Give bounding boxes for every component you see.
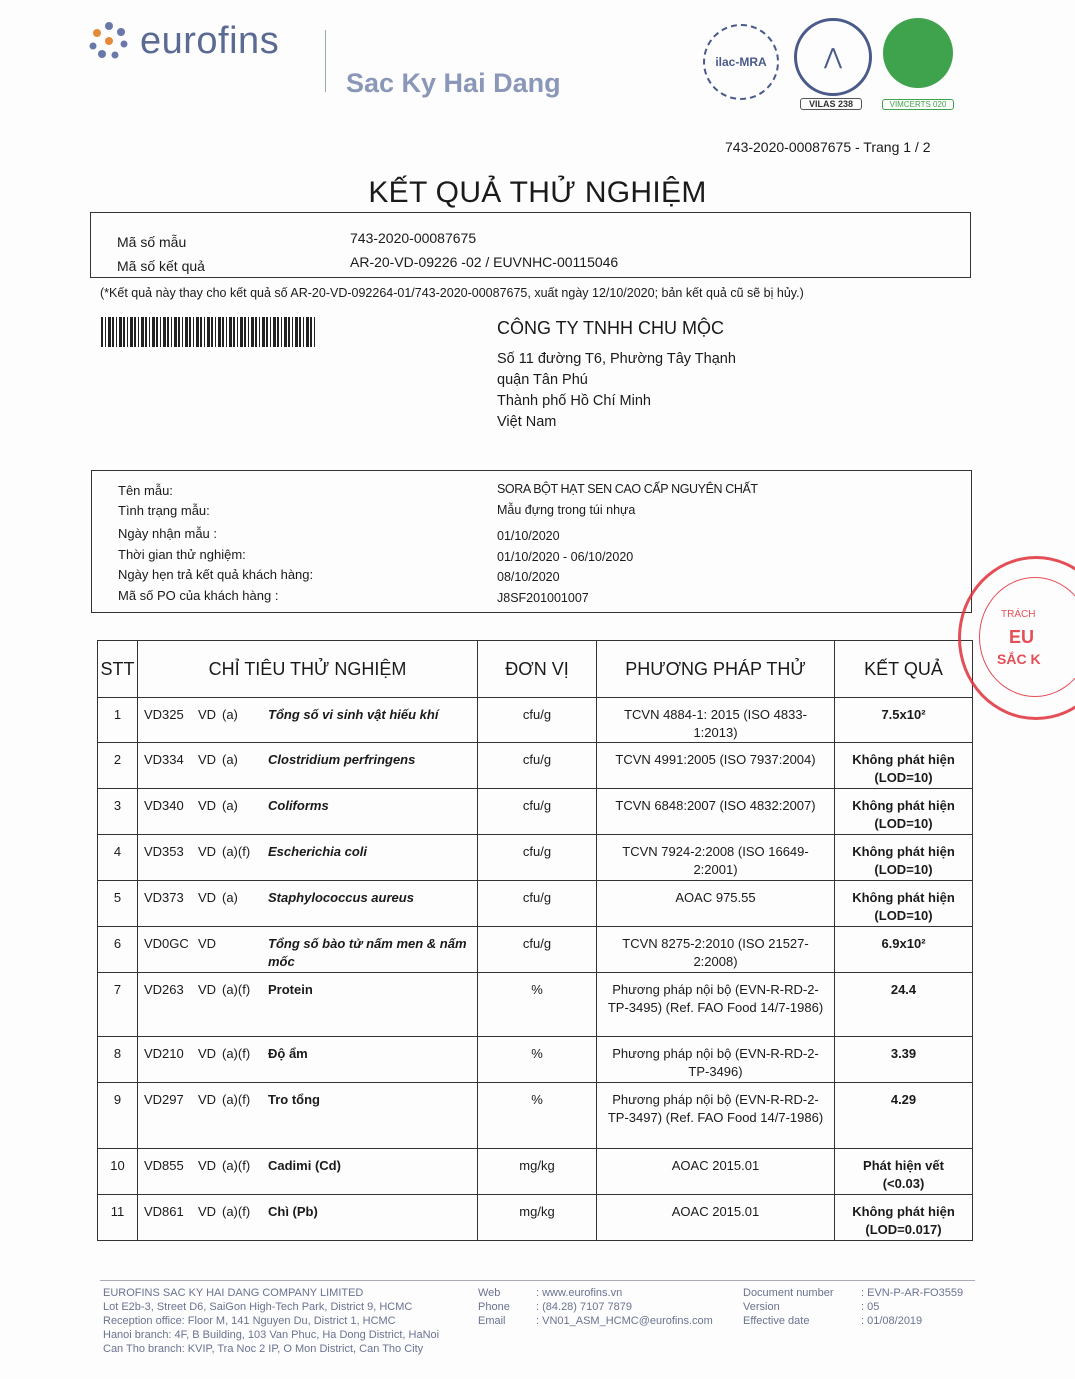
table-row [98,743,973,789]
lab-code: VD [198,1204,217,1219]
test-name: Tro tổng [268,1092,320,1107]
test-name: Tổng số vi sinh vật hiếu khí [268,707,439,722]
test-code: VD340 [144,798,184,813]
row-stt: 5 [98,881,138,927]
row-unit: cfu/g [478,698,597,743]
row-unit: cfu/g [478,789,597,835]
page-reference: 743-2020-00087675 - Trang 1 / 2 [725,139,931,155]
test-code: VD263 [144,982,184,997]
info-value: Mẫu đựng trong túi nhựa [497,503,636,517]
row-stt: 9 [98,1083,138,1149]
info-label: Tình trạng mẫu: [118,503,210,518]
test-code: VD373 [144,890,184,905]
eurofins-logo [88,20,130,62]
col-stt: STT [98,641,138,698]
row-stt: 6 [98,927,138,973]
row-test [138,835,478,881]
accreditation-flag: (a)(f) [222,982,251,997]
accreditation-flag: (a) [222,707,238,722]
footer-value: : 05 [861,1301,880,1313]
row-test [138,927,478,973]
results-table [97,640,973,1241]
lab-code: VD [198,798,217,813]
info-value: 01/10/2020 - 06/10/2020 [497,550,634,564]
row-method: TCVN 8275-2:2010 (ISO 21527-2:2008) [597,927,835,973]
lab-code: VD [198,1158,217,1173]
footer-label: Version [743,1301,780,1313]
table-row [98,835,973,881]
row-stt: 11 [98,1195,138,1241]
accreditation-flag: (a)(f) [222,1046,251,1061]
col-result: KẾT QUẢ [835,641,973,698]
table-row [98,973,973,1037]
row-stt: 1 [98,698,138,743]
footer-contact-labels [478,1286,510,1328]
row-unit: mg/kg [478,1195,597,1241]
row-unit: % [478,1083,597,1149]
test-code: VD334 [144,752,184,767]
sample-info-values [497,482,758,605]
stamp-text: EU [1009,627,1035,647]
test-name: Protein [268,982,313,997]
lab-code: VD [198,1092,217,1107]
accreditation-flag: (a)(f) [222,1158,251,1173]
ilac-mra-seal: ilac-MRA [703,24,779,100]
test-code: VD325 [144,707,184,722]
footer-line: Can Tho branch: KVIP, Tra Noc 2 IP, O Mon District, Can Tho City [103,1343,424,1355]
test-name: Tổng số bào tử nấm men & nấm mốc [268,936,467,969]
row-method: Phương pháp nội bộ (EVN-R-RD-2-TP-3497) (Ref. FAO Food 14/7-1986) [597,1083,835,1149]
test-code: VD861 [144,1204,184,1219]
test-name: Chì (Pb) [268,1204,318,1219]
accreditation-flag: (a)(f) [222,844,251,859]
row-method: AOAC 2015.01 [597,1149,835,1195]
document-title: KẾT QUẢ THỬ NGHIỆM [368,176,707,209]
row-result: Phát hiện vết (<0.03) [835,1149,973,1195]
test-name: Cadimi (Cd) [268,1158,341,1173]
row-method: AOAC 2015.01 [597,1195,835,1241]
col-test: CHỈ TIÊU THỬ NGHIỆM [138,641,478,698]
footer-value: : EVN-P-AR-FO3559 [861,1287,964,1299]
row-unit: % [478,1037,597,1083]
table-header [98,641,973,698]
row-test [138,698,478,743]
table-row [98,927,973,973]
test-name: Clostridium perfringens [268,752,416,767]
logo-dots-icon [88,20,130,62]
footer-label: Phone [478,1301,510,1313]
test-name: Staphylococcus aureus [268,890,414,905]
row-result: Không phát hiện (LOD=10) [835,743,973,789]
table-row [98,698,973,743]
test-name: Coliforms [268,798,329,813]
info-value: SORA BỘT HẠT SEN CAO CẤP NGUYÊN CHẤT [497,482,758,496]
row-test [138,881,478,927]
test-code: VD210 [144,1046,184,1061]
col-method: PHƯƠNG PHÁP THỬ [597,641,835,698]
row-unit: mg/kg [478,1149,597,1195]
footer-label: Web [478,1287,501,1299]
accreditation-flag: (a)(f) [222,1092,251,1107]
row-test [138,743,478,789]
footer-label: Email [478,1315,506,1327]
row-test [138,1083,478,1149]
footer-line: EUROFINS SAC KY HAI DANG COMPANY LIMITED [103,1287,364,1299]
brand-subtitle: Sac Ky Hai Dang [346,68,561,98]
accreditation-flag: (a) [222,890,238,905]
brand-name: eurofins [140,20,280,62]
footer-line: Reception office: Floor M, 141 Nguyen Du, District 1, HCMC [103,1315,396,1327]
email-link[interactable]: : VN01_ASM_HCMC@eurofins.com [536,1315,713,1327]
row-method: Phương pháp nội bộ (EVN-R-RD-2-TP-3495) (Ref. FAO Food 14/7-1986) [597,973,835,1037]
footer-line: Hanoi branch: 4F, B Building, 103 Van Phuc, Ha Dong District, HaNoi [103,1329,440,1341]
address-line: quận Tân Phú [497,372,588,388]
test-code: VD0GC [144,936,189,951]
row-unit: % [478,973,597,1037]
lab-code: VD [198,936,217,951]
row-result: 7.5x10² [835,698,973,743]
info-label: Mã số PO của khách hàng : [118,588,279,603]
sample-id-label: Mã số mẫu [117,234,187,250]
footer-doc-labels [743,1286,834,1328]
footer-doc-values [861,1286,963,1328]
phone-value: : (84.28) 7107 7879 [536,1301,633,1313]
row-method: TCVN 6848:2007 (ISO 4832:2007) [597,789,835,835]
address-line: Số 11 đường T6, Phường Tây Thạnh [497,351,736,367]
stamp-text: SẮC K [997,651,1041,667]
sample-id-value: 743-2020-00087675 [350,230,477,246]
customer-address [497,349,736,433]
col-unit: ĐƠN VỊ [478,641,597,698]
row-stt: 10 [98,1149,138,1195]
vilas-badge: VILAS 238 [800,98,862,110]
row-unit: cfu/g [478,835,597,881]
row-result: Không phát hiện (LOD=10) [835,789,973,835]
lab-code: VD [198,982,217,997]
footer-divider [100,1280,975,1281]
row-stt: 2 [98,743,138,789]
table-row [98,1149,973,1195]
row-unit: cfu/g [478,881,597,927]
address-line: Thành phố Hồ Chí Minh [497,393,651,409]
vimcerts-seal [883,18,953,88]
stamp-text: TRÁCH [1001,609,1036,620]
row-method: TCVN 4884-1: 2015 (ISO 4833-1:2013) [597,698,835,743]
info-value: 08/10/2020 [497,570,560,584]
info-label: Thời gian thử nghiệm: [118,547,246,562]
info-label: Ngày hẹn trả kết quả khách hàng: [118,567,314,582]
row-stt: 3 [98,789,138,835]
web-link[interactable]: : www.eurofins.vn [536,1287,623,1299]
info-label: Ngày nhận mẫu : [118,526,218,541]
lab-code: VD [198,707,217,722]
info-value: J8SF201001007 [497,591,589,605]
vimcerts-badge: VIMCERTS 020 [882,99,954,110]
row-test [138,1195,478,1241]
table-row [98,881,973,927]
row-method: TCVN 4991:2005 (ISO 7937:2004) [597,743,835,789]
lab-code: VD [198,1046,217,1061]
row-result: 24.4 [835,973,973,1037]
table-row [98,1083,973,1149]
footer-line: Lot E2b-3, Street D6, SaiGon High-Tech Park, District 9, HCMC [103,1301,413,1313]
row-test [138,973,478,1037]
sample-info-labels [118,483,313,603]
accreditation-flag: (a) [222,752,238,767]
customer-name: CÔNG TY TNHH CHU MỘC [497,318,725,338]
lab-code: VD [198,752,217,767]
result-id-label: Mã số kết quả [117,258,205,274]
info-value: 01/10/2020 [497,529,560,543]
row-method: Phương pháp nội bộ (EVN-R-RD-2-TP-3496) [597,1037,835,1083]
row-result: Không phát hiện (LOD=10) [835,881,973,927]
footer-label: Effective date [743,1315,810,1327]
row-unit: cfu/g [478,927,597,973]
lab-code: VD [198,890,217,905]
address-line: Việt Nam [497,414,557,430]
row-result: Không phát hiện (LOD=0.017) [835,1195,973,1241]
result-id-value: AR-20-VD-09226 -02 / EUVNHC-00115046 [350,254,619,270]
test-code: VD353 [144,844,184,859]
footer-value: : 01/08/2019 [861,1315,923,1327]
row-test [138,1149,478,1195]
test-name: Escherichia coli [268,844,367,859]
row-stt: 7 [98,973,138,1037]
row-unit: cfu/g [478,743,597,789]
row-test [138,789,478,835]
row-method: AOAC 975.55 [597,881,835,927]
row-stt: 8 [98,1037,138,1083]
lab-code: VD [198,844,217,859]
info-label: Tên mẫu: [118,483,173,498]
replacement-note: (*Kết quả này thay cho kết quả số AR-20-VD-092264-01/743-2020-00087675, xuất ngày 12/10/2020; bản kết quả cũ sẽ bị hủy.) [100,286,804,300]
logo-divider [325,30,326,92]
footer-company [103,1286,439,1356]
footer-label: Document number [743,1287,834,1299]
row-test [138,1037,478,1083]
test-code: VD297 [144,1092,184,1107]
table-row [98,789,973,835]
table-row [98,1037,973,1083]
barcode [101,317,316,347]
row-result: 6.9x10² [835,927,973,973]
company-stamp [958,556,1075,720]
row-result: 4.29 [835,1083,973,1149]
row-method: TCVN 7924-2:2008 (ISO 16649-2:2001) [597,835,835,881]
row-result: Không phát hiện (LOD=10) [835,835,973,881]
footer-contact-values [536,1286,713,1328]
boa-seal: ⋀ [794,18,872,96]
row-result: 3.39 [835,1037,973,1083]
row-stt: 4 [98,835,138,881]
accreditation-flag: (a)(f) [222,1204,251,1219]
accreditation-flag [222,935,268,971]
test-code: VD855 [144,1158,184,1173]
test-name: Độ ẩm [268,1046,308,1061]
table-row [98,1195,973,1241]
accreditation-flag: (a) [222,798,238,813]
